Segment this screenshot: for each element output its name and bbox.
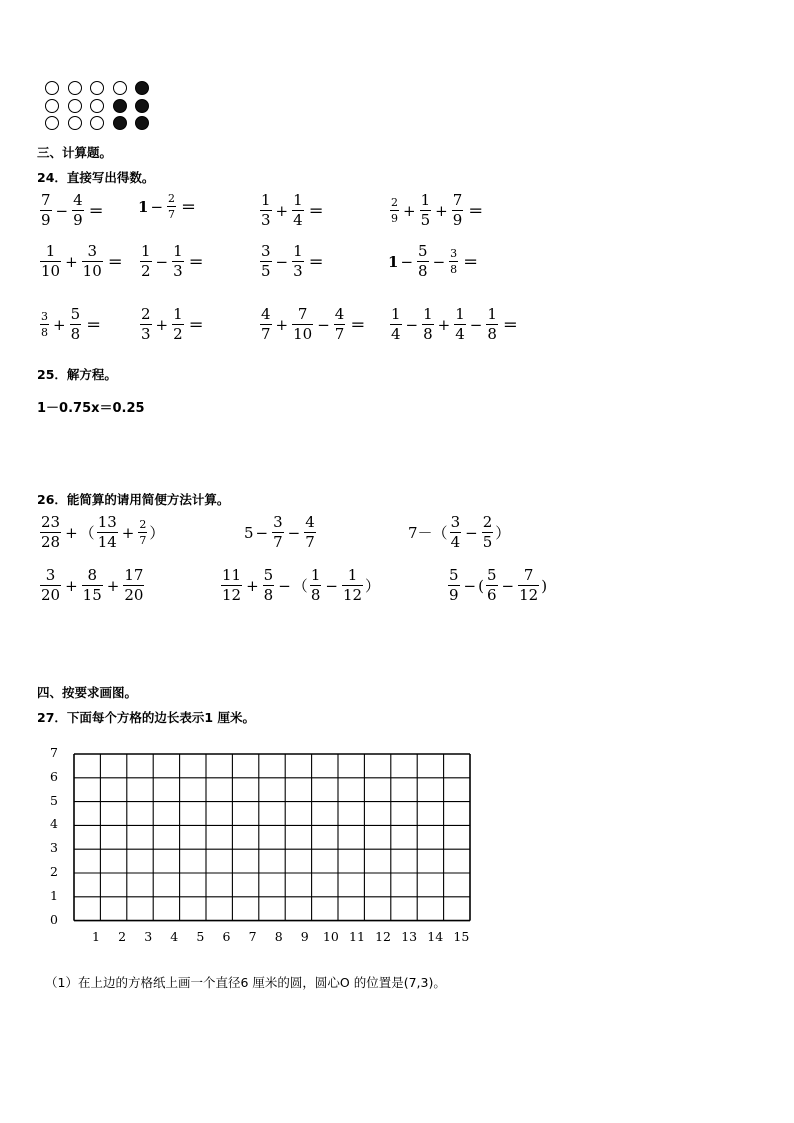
fraction xyxy=(260,307,272,342)
math-expression xyxy=(38,307,101,342)
math-expression xyxy=(408,515,510,550)
denominator: 6 xyxy=(486,586,497,604)
empty-dot xyxy=(68,81,82,95)
fraction xyxy=(454,307,466,342)
numerator: 1 xyxy=(173,242,183,260)
empty-dot xyxy=(113,81,127,95)
x-tick-label: 4 xyxy=(170,929,179,944)
numerator: 7 xyxy=(41,191,51,209)
fraction xyxy=(97,515,118,550)
numerator: 2 xyxy=(141,305,151,323)
numerator: 1 xyxy=(347,566,358,584)
denominator: 8 xyxy=(450,263,458,276)
operator: − xyxy=(501,576,515,595)
equals-sign: ＝ xyxy=(308,253,324,271)
fraction xyxy=(40,515,61,550)
operator: + xyxy=(435,201,448,220)
text: 1 xyxy=(138,197,149,216)
x-tick-label: 13 xyxy=(401,929,418,944)
fraction xyxy=(172,244,184,279)
y-tick-label: 2 xyxy=(50,864,58,879)
fraction xyxy=(140,244,152,279)
text: ） xyxy=(495,524,511,542)
empty-dot xyxy=(90,81,104,95)
x-tick-label: 12 xyxy=(375,929,391,944)
operator: − xyxy=(287,523,301,542)
equals-sign: ＝ xyxy=(502,316,518,334)
y-tick-label: 6 xyxy=(50,768,58,784)
section-3-title: 三、计算题。 xyxy=(37,145,113,160)
denominator: 9 xyxy=(452,211,463,229)
x-tick-label: 11 xyxy=(349,929,365,944)
operator: + xyxy=(121,523,135,542)
fraction xyxy=(172,307,184,342)
numerator: 3 xyxy=(87,242,97,260)
x-tick-label: 14 xyxy=(427,929,444,944)
operator: − xyxy=(55,201,69,220)
section-4-title: 四、按要求画图。 xyxy=(37,685,138,700)
numerator: 1 xyxy=(141,242,151,260)
text: ） xyxy=(149,524,165,542)
y-tick-label: 5 xyxy=(50,792,58,808)
numerator: 11 xyxy=(222,566,242,584)
fraction xyxy=(138,519,147,546)
fraction xyxy=(140,307,152,342)
filled-dot xyxy=(135,81,149,95)
fraction xyxy=(452,193,464,228)
y-tick-label: 4 xyxy=(50,816,58,832)
fraction xyxy=(292,193,304,228)
math-expression xyxy=(258,307,365,342)
text: （ xyxy=(79,524,95,542)
denominator: 12 xyxy=(519,586,539,604)
denominator: 9 xyxy=(449,586,459,604)
q25-equation: 1－0.75x＝0.25 xyxy=(37,401,145,416)
denominator: 12 xyxy=(222,586,242,604)
operator: − xyxy=(255,523,269,542)
denominator: 10 xyxy=(293,325,313,343)
denominator: 10 xyxy=(41,262,61,280)
denominator: 15 xyxy=(82,586,102,604)
numerator: 1 xyxy=(293,242,303,260)
denominator: 8 xyxy=(41,326,48,339)
operator: + xyxy=(275,315,289,334)
denominator: 7 xyxy=(273,533,283,551)
denominator: 5 xyxy=(420,211,431,229)
text: 5 xyxy=(244,523,254,542)
fraction xyxy=(482,515,494,550)
denominator: 4 xyxy=(455,325,465,343)
square-grid xyxy=(73,752,473,924)
fraction xyxy=(390,197,399,224)
numerator: 1 xyxy=(173,305,183,323)
filled-dot xyxy=(113,116,127,130)
numerator: 13 xyxy=(97,513,117,531)
numerator: 1 xyxy=(293,191,303,209)
numerator: 4 xyxy=(261,305,271,323)
fraction xyxy=(40,244,61,279)
fraction xyxy=(272,515,284,550)
operator: + xyxy=(65,523,78,542)
denominator: 5 xyxy=(482,533,493,551)
fraction xyxy=(334,307,346,342)
math-expression xyxy=(388,244,478,279)
denominator: 4 xyxy=(391,325,401,343)
empty-dot xyxy=(68,116,82,130)
operator: − xyxy=(317,315,330,334)
fraction xyxy=(390,307,402,342)
denominator: 12 xyxy=(342,586,363,604)
fraction xyxy=(449,248,458,275)
x-tick-label: 5 xyxy=(196,929,205,944)
fraction xyxy=(486,568,498,603)
math-expression xyxy=(388,307,518,342)
numerator: 5 xyxy=(263,566,274,584)
math-expression xyxy=(38,568,146,603)
text: （ xyxy=(292,577,308,595)
equals-sign: ＝ xyxy=(188,253,204,271)
numerator: 1 xyxy=(310,566,321,584)
numerator: 4 xyxy=(305,513,315,531)
fraction xyxy=(518,568,539,603)
denominator: 3 xyxy=(173,262,183,280)
numerator: 17 xyxy=(124,566,144,584)
operator: + xyxy=(155,315,169,334)
operator: − xyxy=(155,252,169,271)
operator: − xyxy=(469,315,483,334)
denominator: 7 xyxy=(334,325,345,343)
x-tick-label: 1 xyxy=(92,929,100,944)
numerator: 2 xyxy=(391,196,398,209)
denominator: 8 xyxy=(487,325,497,343)
operator: + xyxy=(275,201,289,220)
operator: + xyxy=(106,576,120,595)
fraction xyxy=(292,244,304,279)
denominator: 10 xyxy=(82,262,102,280)
operator: − xyxy=(463,576,477,595)
math-expression xyxy=(138,307,204,342)
empty-dot xyxy=(45,99,59,113)
numerator: 1 xyxy=(261,191,271,209)
math-expression xyxy=(38,193,104,228)
operator: + xyxy=(437,315,451,334)
q26-title: 26．能简算的请用简便方法计算。 xyxy=(37,492,230,507)
numerator: 3 xyxy=(450,247,458,260)
denominator: 20 xyxy=(124,586,144,604)
text: ) xyxy=(541,576,548,595)
equals-sign: ＝ xyxy=(88,202,104,220)
empty-dot xyxy=(45,81,59,95)
math-expression xyxy=(244,515,318,550)
denominator: 3 xyxy=(141,325,151,343)
numerator: 5 xyxy=(70,305,81,323)
numerator: 3 xyxy=(450,513,461,531)
numerator: 7 xyxy=(452,191,463,209)
fraction xyxy=(450,515,462,550)
fraction xyxy=(260,193,272,228)
fraction xyxy=(422,307,434,342)
operator: − xyxy=(405,315,419,334)
denominator: 7 xyxy=(261,325,271,343)
operator: + xyxy=(53,315,66,334)
x-tick-label: 8 xyxy=(274,929,283,944)
operator: − xyxy=(278,576,291,595)
denominator: 14 xyxy=(97,533,117,551)
numerator: 3 xyxy=(41,310,48,323)
math-expression xyxy=(38,515,164,550)
numerator: 3 xyxy=(273,513,283,531)
numerator: 1 xyxy=(423,305,433,323)
operator: − xyxy=(150,197,164,216)
operator: − xyxy=(400,252,414,271)
empty-dot xyxy=(90,99,104,113)
numerator: 7 xyxy=(297,305,308,323)
x-tick-label: 10 xyxy=(322,929,339,944)
fraction xyxy=(448,568,460,603)
denominator: 2 xyxy=(173,325,183,343)
numerator: 2 xyxy=(139,518,147,531)
math-expression xyxy=(258,193,324,228)
math-expression xyxy=(258,244,324,279)
operator: − xyxy=(432,252,446,271)
denominator: 4 xyxy=(293,211,303,229)
operator: − xyxy=(325,576,338,595)
operator: − xyxy=(465,523,478,542)
math-expression xyxy=(138,244,204,279)
filled-dot xyxy=(113,99,127,113)
text: （ xyxy=(432,524,448,542)
fraction xyxy=(40,568,61,603)
numerator: 2 xyxy=(482,513,493,531)
numerator: 3 xyxy=(45,566,56,584)
denominator: 8 xyxy=(310,586,321,604)
denominator: 20 xyxy=(41,586,61,604)
operator: + xyxy=(65,576,78,595)
numerator: 5 xyxy=(449,566,459,584)
q24-title: 24．直接写出得数。 xyxy=(37,170,155,185)
x-tick-label: 9 xyxy=(300,929,309,944)
fraction xyxy=(292,307,313,342)
text: 7－ xyxy=(408,524,433,542)
text: 1 xyxy=(388,252,399,271)
text: ） xyxy=(365,577,381,595)
math-expression xyxy=(138,193,196,220)
fraction xyxy=(40,311,49,338)
denominator: 5 xyxy=(261,262,271,280)
math-expression xyxy=(219,568,380,603)
equals-sign: ＝ xyxy=(350,316,366,334)
empty-dot xyxy=(68,99,82,113)
fraction xyxy=(417,244,429,279)
equals-sign: ＝ xyxy=(308,202,324,220)
numerator: 5 xyxy=(486,566,497,584)
fraction xyxy=(167,193,176,220)
x-tick-label: 6 xyxy=(222,929,231,944)
denominator: 8 xyxy=(423,325,433,343)
numerator: 8 xyxy=(87,566,97,584)
fraction xyxy=(263,568,275,603)
equals-sign: ＝ xyxy=(463,253,479,271)
q27-title: 27．下面每个方格的边长表示1 厘米。 xyxy=(37,710,255,725)
numerator: 1 xyxy=(420,191,431,209)
fraction xyxy=(82,568,103,603)
equals-sign: ＝ xyxy=(468,202,484,220)
text: ( xyxy=(478,576,484,595)
filled-dot xyxy=(135,99,149,113)
fraction xyxy=(304,515,316,550)
equals-sign: ＝ xyxy=(107,253,123,271)
y-tick-label: 3 xyxy=(50,840,58,856)
denominator: 4 xyxy=(450,533,461,551)
operator: + xyxy=(403,201,416,220)
fraction xyxy=(82,244,103,279)
equals-sign: ＝ xyxy=(86,316,102,334)
y-tick-label: 0 xyxy=(50,911,58,927)
numerator: 1 xyxy=(391,305,401,323)
fraction xyxy=(72,193,84,228)
math-expression xyxy=(388,193,483,228)
denominator: 8 xyxy=(263,586,274,604)
fraction xyxy=(486,307,498,342)
numerator: 4 xyxy=(73,191,83,209)
q27-sub1: （1）在上边的方格纸上画一个直径6 厘米的圆，圆心O 的位置是(7,3)。 xyxy=(45,975,446,990)
fraction xyxy=(420,193,432,228)
denominator: 28 xyxy=(41,533,61,551)
operator: + xyxy=(65,252,78,271)
denominator: 7 xyxy=(139,534,147,547)
fraction xyxy=(310,568,322,603)
y-tick-label: 7 xyxy=(50,745,58,760)
denominator: 9 xyxy=(41,211,51,229)
empty-dot xyxy=(90,116,104,130)
operator: − xyxy=(275,252,289,271)
filled-dot xyxy=(135,116,149,130)
numerator: 5 xyxy=(418,242,428,260)
denominator: 9 xyxy=(73,211,83,229)
numerator: 1 xyxy=(455,305,465,323)
math-expression xyxy=(446,568,547,603)
denominator: 2 xyxy=(141,262,151,280)
denominator: 9 xyxy=(391,212,398,225)
numerator: 7 xyxy=(523,566,534,584)
denominator: 7 xyxy=(168,208,176,221)
fraction xyxy=(40,193,52,228)
denominator: 8 xyxy=(418,262,428,280)
numerator: 23 xyxy=(41,513,61,531)
x-tick-label: 3 xyxy=(144,929,153,944)
x-tick-label: 7 xyxy=(248,929,257,944)
x-tick-label: 15 xyxy=(453,929,470,944)
denominator: 3 xyxy=(261,211,271,229)
denominator: 8 xyxy=(70,325,81,343)
denominator: 3 xyxy=(293,262,303,280)
numerator: 2 xyxy=(168,192,176,205)
fraction xyxy=(123,568,144,603)
equals-sign: ＝ xyxy=(188,316,204,334)
math-expression xyxy=(38,244,123,279)
numerator: 1 xyxy=(45,242,56,260)
fraction xyxy=(221,568,242,603)
numerator: 1 xyxy=(487,305,497,323)
numerator: 3 xyxy=(261,242,271,260)
fraction xyxy=(70,307,82,342)
fraction xyxy=(260,244,272,279)
operator: + xyxy=(246,576,259,595)
fraction xyxy=(342,568,363,603)
y-tick-label: 1 xyxy=(50,887,58,903)
numerator: 4 xyxy=(334,305,345,323)
denominator: 7 xyxy=(305,533,315,551)
empty-dot xyxy=(45,116,59,130)
q25-title: 25．解方程。 xyxy=(37,367,117,382)
equals-sign: ＝ xyxy=(181,198,197,216)
x-tick-label: 2 xyxy=(118,929,127,944)
